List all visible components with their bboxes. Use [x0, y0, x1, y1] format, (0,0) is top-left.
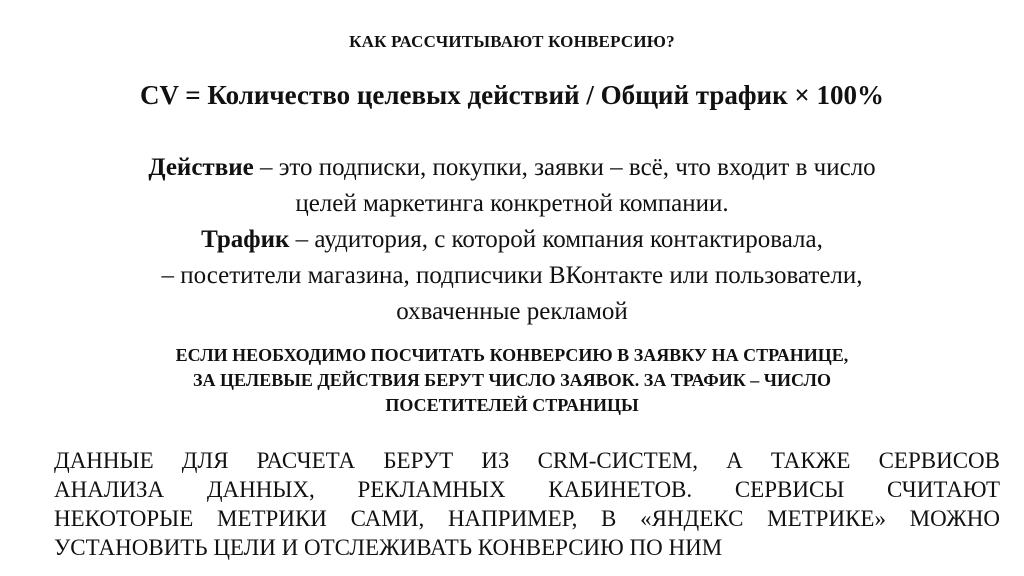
action-definition-line-1	[60, 150, 964, 186]
slide-heading: КАК РАССЧИТЫВАЮТ КОНВЕРСИЮ?	[349, 32, 675, 51]
traffic-definition-line-1	[60, 222, 964, 258]
note-line-3: ПОСЕТИТЕЛЕЙ СТРАНИЦЫ	[385, 395, 639, 415]
action-term: Действие	[148, 154, 254, 181]
conversion-note	[80, 343, 944, 418]
data-sources-line-2: АНАЛИЗА ДАННЫХ, РЕКЛАМНЫХ КАБИНЕТОВ. СЕРВИСЫ СЧИТАЮТ	[54, 477, 1000, 502]
traffic-term: Трафик	[201, 226, 290, 253]
traffic-definition-line-2: – посетители магазина, подписчики ВКонтакте или пользователи,	[161, 262, 863, 289]
conversion-formula: CV = Количество целевых действий / Общий трафик × 100%	[139, 80, 885, 110]
data-sources-line-3: НЕКОТОРЫЕ МЕТРИКИ САМИ, НАПРИМЕР, В «ЯНДЕКС МЕТРИКЕ» МОЖНО	[54, 506, 1000, 531]
note-line-2: ЗА ЦЕЛЕВЫЕ ДЕЙСТВИЯ БЕРУТ ЧИСЛО ЗАЯВОК. ЗА ТРАФИК – ЧИСЛО	[193, 370, 831, 390]
action-definition-line-2: целей маркетинга конкретной компании.	[295, 190, 729, 217]
definitions-block	[60, 150, 964, 330]
action-definition-text: – это подписки, покупки, заявки – всё, что входит в число	[253, 154, 876, 181]
data-sources-line-1: ДАННЫЕ ДЛЯ РАСЧЕТА БЕРУТ ИЗ CRM-СИСТЕМ, А ТАКЖЕ СЕРВИСОВ	[54, 448, 1000, 473]
data-sources-line-4: УСТАНОВИТЬ ЦЕЛИ И ОТСЛЕЖИВАТЬ КОНВЕРСИЮ ПО НИМ	[54, 535, 723, 560]
note-line-1: ЕСЛИ НЕОБХОДИМО ПОСЧИТАТЬ КОНВЕРСИЮ В ЗАЯВКУ НА СТРАНИЦЕ,	[175, 345, 849, 365]
traffic-definition-line-3: охваченные рекламой	[396, 298, 628, 325]
traffic-definition-text: – аудитория, с которой компания контактировала,	[289, 226, 823, 253]
data-sources-paragraph	[54, 446, 1000, 562]
